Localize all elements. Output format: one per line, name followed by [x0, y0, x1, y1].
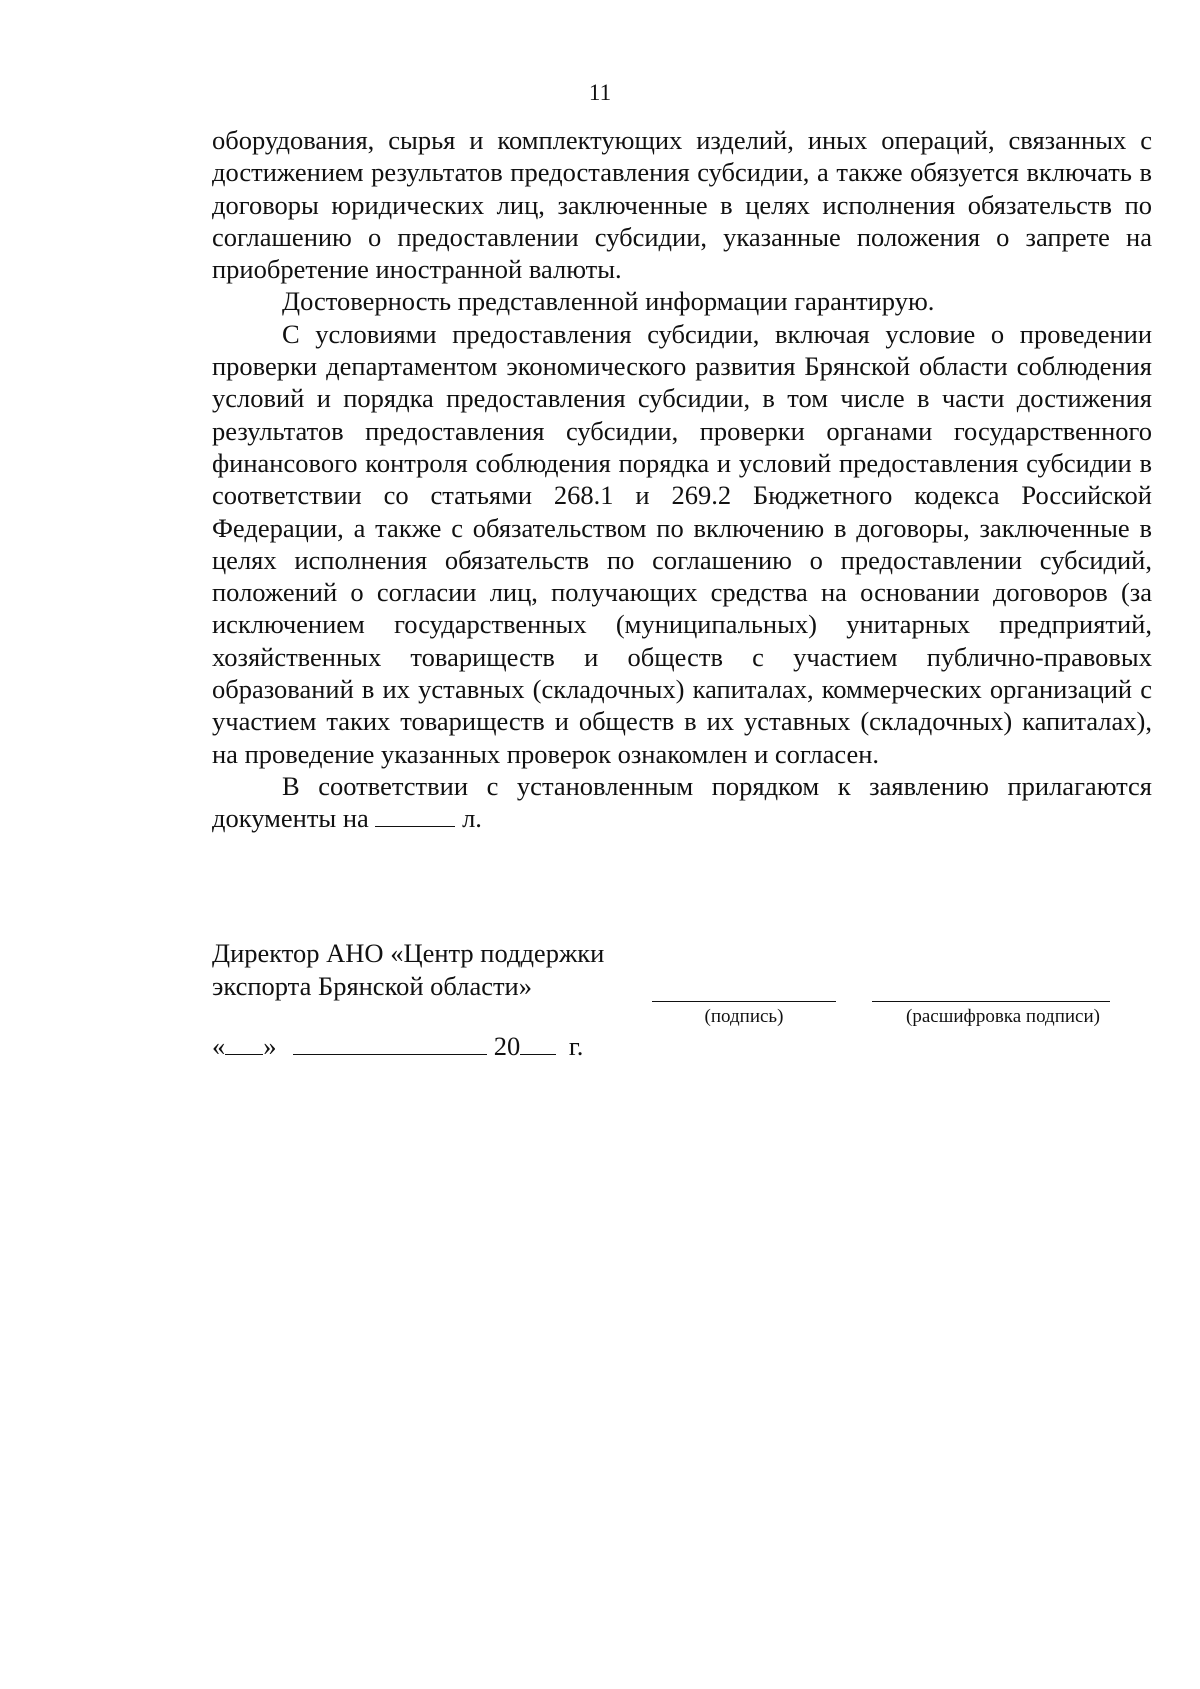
date-open-quote: « [212, 1031, 226, 1061]
date-close-quote: » [263, 1031, 277, 1061]
date-day-blank [225, 1032, 263, 1055]
body-text [212, 124, 1152, 835]
attachments-suffix: л. [462, 803, 482, 834]
paragraph-conditions: С условиями предоставления субсидии, включая условие о проведении проверки департаментом экономического развития Брянской области соблюдения условий и порядка предоставления субсидии, в том числе в части достижения результатов предоставления субсидии, проверки органами государственного финансового контроля соблюдения порядка и условий предоставления субсидии в соответствии со статьями 268.1 и 269.2 Бюджетного кодекса Российской Федерации, а также с обязательством по включению в договоры, заключенные в целях исполнения обязательств по соглашению о предоставлении субсидий, положений о согласии лиц, получающих средства на основании договоров (за исключением государственных (муниципальных) унитарных предприятий, хозяйственных товариществ и обществ с участием публично-правовых образований в их уставных (складочных) капиталах, коммерческих организаций с участием таких товариществ и обществ в их уставных (складочных) капиталах), на проведение указанных проверок ознакомлен и согласен. [212, 318, 1152, 769]
paragraph-continuation: оборудования, сырья и комплектующих изделий, иных операций, связанных с достижением результатов предоставления субсидии, а также обязуется включать в договоры юридических лиц, заключенные в целях исполнения обязательств по соглашению о предоставлении субсидии, указанные положения о запрете на приобретение иностранной валюты. [212, 125, 1152, 285]
page-number: 11 [588, 80, 612, 105]
position-line-1: Директор АНО «Центр поддержки [212, 938, 605, 968]
signature-line [652, 1001, 836, 1002]
date-year-blank [520, 1032, 556, 1055]
attachments-text: В соответствии с установленным порядком к заявлению прилагаются документы на [212, 770, 1152, 834]
date-month-blank [293, 1032, 487, 1055]
date-year-suffix: г. [568, 1031, 584, 1061]
paragraph-attachments [212, 770, 1152, 835]
signatory-position [212, 937, 604, 1003]
signature-decoding-line [872, 1001, 1110, 1002]
paragraph-guarantee: Достоверность представленной информации гарантирую. [282, 286, 935, 317]
date-line [212, 1030, 583, 1062]
date-year-prefix: 20 [493, 1031, 521, 1061]
position-line-2: экспорта Брянской области» [212, 971, 532, 1001]
signature-caption: (подпись) [704, 1006, 784, 1027]
attachments-pages-blank [375, 804, 455, 827]
signature-decoding-caption: (расшифровка подписи) [906, 1006, 1100, 1027]
